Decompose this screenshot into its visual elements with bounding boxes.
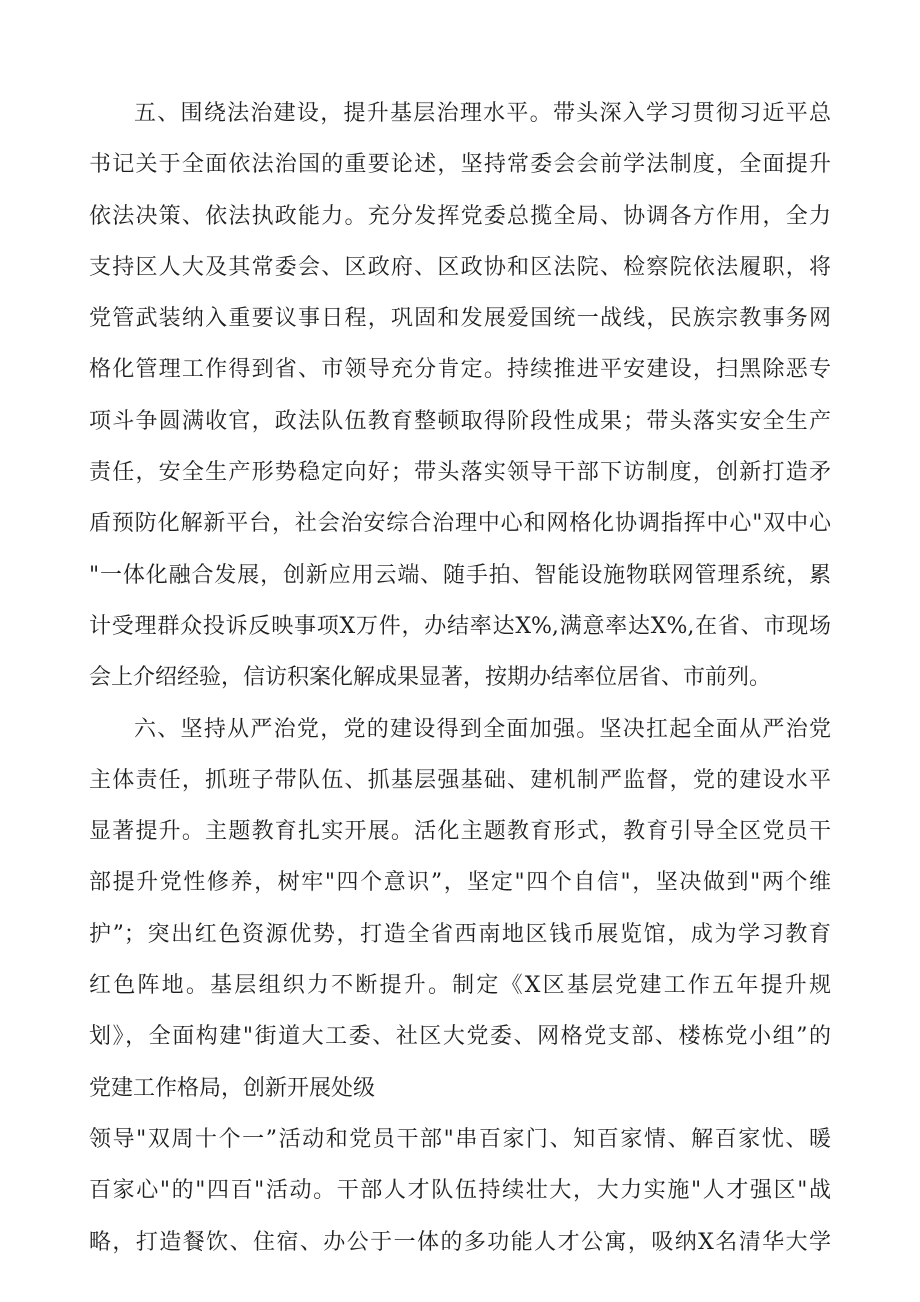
paragraph-line: 党管武装纳入重要议事日程，巩固和发展爱国统一战线，民族宗教事务网: [89, 306, 831, 332]
paragraph-rule-of-law: [89, 88, 831, 704]
paragraph-line: 书记关于全面依法治国的重要论述，坚持常委会会前学法制度，全面提升: [89, 152, 831, 178]
paragraph-line: 五、围绕法治建设，提升基层治理水平。带头深入学习贯彻习近平总: [134, 101, 831, 126]
paragraph-line: 会上介绍经验，信访积案化解成果显著，按期办结率位居省、市前列。: [89, 665, 772, 691]
paragraph-line: 责任，安全生产形势稳定向好；带头落实领导干部下访制度，创新打造矛: [89, 460, 831, 486]
paragraph-line: 部提升党性修养，树牢"四个意识”，坚定"四个自信"，坚决做到"两个维: [89, 870, 831, 896]
paragraph-line: 计受理群众投诉反映事项X万件，办结率达X%,满意率达X%,在省、市现场: [89, 613, 831, 639]
paragraph-continuation: [89, 1114, 831, 1268]
paragraph-line: 依法决策、依法执政能力。充分发挥党委总揽全局、协调各方作用，全力: [89, 203, 831, 229]
paragraph-line: 六、坚持从严治党，党的建设得到全面加强。坚决扛起全面从严治党: [134, 716, 831, 742]
paragraph-line: 党建工作格局，创新开展处级: [89, 1075, 376, 1101]
paragraph-line: 百家心"的"四百"活动。干部人才队伍持续壮大，大力实施"人才强区"战: [89, 1178, 831, 1204]
paragraph-line: 盾预防化解新平台，社会治安综合治理中心和网格化协调指挥中心"双中心: [89, 511, 831, 537]
paragraph-line: 护”；突出红色资源优势，打造全省西南地区钱币展览馆，成为学习教育: [89, 921, 831, 947]
paragraph-line: 略，打造餐饮、住宿、办公于一体的多功能人才公寓，吸纳X名清华大学: [89, 1229, 831, 1255]
paragraph-line: 项斗争圆满收官，政法队伍教育整顿取得阶段性成果；带头落实安全生产: [89, 408, 831, 434]
paragraph-line: "一体化融合发展，创新应用云端、随手拍、智能设施物联网管理系统，累: [89, 562, 831, 588]
document-body: [89, 88, 831, 1268]
paragraph-line: 主体责任，抓班子带队伍、抓基层强基础、建机制严监督，党的建设水平: [89, 767, 831, 793]
paragraph-line: 显著提升。主题教育扎实开展。活化主题教育形式，教育引导全区党员干: [89, 819, 831, 845]
paragraph-line: 领导"双周十个一”活动和党员干部"串百家门、知百家情、解百家忧、暖: [89, 1126, 831, 1152]
paragraph-line: 红色阵地。基层组织力不断提升。制定《X区基层党建工作五年提升规: [89, 973, 831, 999]
paragraph-line: 格化管理工作得到省、市领导充分肯定。持续推进平安建设，扫黑除恶专: [89, 357, 831, 383]
paragraph-line: 支持区人大及其常委会、区政府、区政协和区法院、检察院依法履职，将: [89, 254, 831, 280]
paragraph-party-building: [89, 704, 831, 1114]
paragraph-line: 划》，全面构建"街道大工委、社区大党委、网格党支部、楼栋党小组”的: [89, 1024, 831, 1050]
